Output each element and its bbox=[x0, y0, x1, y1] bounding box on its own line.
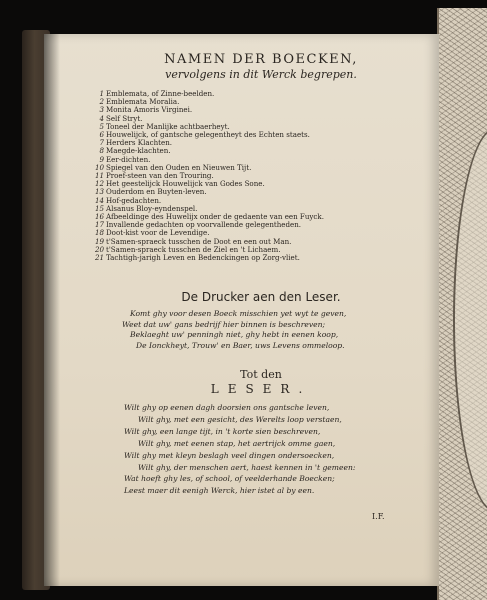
verse-line: Leest maer dit eenigh Werck, hier istet al by een. bbox=[124, 486, 315, 496]
verse-line: Weet dat uw' gans bedrijf hier binnen is beschreven; bbox=[122, 319, 326, 329]
section-title-drucker: De Drucker aen den Leser. bbox=[181, 290, 341, 304]
contents-item-number: 11 bbox=[94, 171, 104, 181]
contents-item-text: Het geestelijck Houwelijck van Godes Sone. bbox=[106, 179, 265, 189]
verse-line: Wilt ghy met kleyn beslagh veel dingen ondersoecken, bbox=[124, 450, 335, 460]
contents-item-text: Ouderdom en Buyten-leven. bbox=[106, 187, 207, 197]
page-subtitle: vervolgens in dit Werck begrepen. bbox=[165, 68, 357, 81]
contents-item-number: 10 bbox=[94, 162, 104, 172]
contents-item-number: 12 bbox=[94, 179, 104, 189]
facing-page-engraving bbox=[437, 8, 487, 600]
gutter-shadow bbox=[44, 34, 60, 586]
contents-item-text: Maegde-klachten. bbox=[106, 146, 171, 156]
section-title-leser: LESER. bbox=[210, 382, 312, 396]
contents-item-number: 9 bbox=[99, 154, 104, 164]
contents-item-text: Herders Klachten. bbox=[106, 138, 173, 148]
verse-line: Wilt ghy, met een gesicht, des Werelts loop verstaen, bbox=[138, 414, 342, 424]
contents-item-number: 14 bbox=[94, 195, 104, 205]
contents-item-number: 2 bbox=[99, 97, 104, 107]
contents-item-text: Doot-kist voor de Levendige. bbox=[106, 228, 210, 238]
contents-item-number: 20 bbox=[94, 244, 104, 254]
verse-line: Wat hoeft ghy les, of school, of veelderhande Boecken; bbox=[124, 474, 335, 484]
contents-item-text: Toneel der Manlijke achtbaerheyt. bbox=[106, 121, 230, 131]
contents-item-number: 7 bbox=[99, 138, 104, 148]
contents-item-text: Emblemata Moralia. bbox=[106, 97, 180, 107]
contents-item-number: 16 bbox=[94, 212, 104, 222]
contents-item-text: t'Samen-spraeck tusschen de Doot en een out Man. bbox=[106, 236, 292, 246]
contents-item-text: Self Stryt. bbox=[106, 113, 143, 123]
contents-item-number: 13 bbox=[94, 187, 104, 197]
verse-line: Wilt ghy, der menschen aert, haest kennen in 't gemeen: bbox=[138, 462, 356, 472]
contents-item-number: 21 bbox=[94, 253, 104, 263]
contents-item-number: 8 bbox=[99, 146, 104, 156]
section-title-tot-den: Tot den bbox=[240, 368, 282, 381]
verse-line: Komt ghy voor desen Boeck misschien yet wyt te geven, bbox=[130, 309, 347, 318]
contents-item-number: 19 bbox=[94, 236, 104, 246]
contents-item-text: Alsanus Bloy-eyndenspel. bbox=[106, 203, 198, 213]
contents-item-text: Monita Amoris Virginei. bbox=[106, 105, 193, 115]
contents-item-number: 5 bbox=[99, 121, 104, 131]
contents-item-number: 1 bbox=[99, 89, 104, 98]
verse-line: Wilt ghy, met eenen stap, het aertrijck omme gaen, bbox=[138, 438, 336, 448]
contents-item-number: 18 bbox=[94, 228, 104, 238]
contents-item-number: 4 bbox=[99, 113, 104, 123]
reader-verse bbox=[124, 402, 355, 497]
contents-item-number: 6 bbox=[99, 130, 104, 140]
signature: I.F. bbox=[372, 512, 385, 521]
printer-verse bbox=[122, 309, 347, 351]
contents-item-text: Invallende gedachten op voorvallende gelegentheden. bbox=[106, 220, 302, 230]
contents-item bbox=[94, 254, 324, 262]
contents-item-number: 15 bbox=[94, 203, 104, 213]
contents-list bbox=[94, 90, 324, 262]
contents-item-text: Eer-dichten. bbox=[106, 154, 151, 164]
contents-item-text: Afbeeldinge des Huwelijx onder de gedaente van een Fuyck. bbox=[106, 212, 324, 222]
contents-item-number: 3 bbox=[99, 105, 104, 115]
verse-line: Wilt ghy op eenen dagh doorsien ons gantsche leven, bbox=[124, 403, 330, 412]
contents-item-text: Emblemata, of Zinne-beelden. bbox=[106, 89, 215, 98]
contents-item-text: Houwelijck, of gantsche gelegentheyt des Echten staets. bbox=[106, 130, 310, 140]
contents-item-text: Hof-gedachten. bbox=[106, 195, 162, 205]
contents-item-text: t'Samen-spraeck tusschen de Ziel en 't Lichaem. bbox=[106, 244, 281, 254]
verse-line: Beklaeght uw' penningh niet, ghy hebt in eenen koop, bbox=[130, 330, 339, 340]
contents-item-text: Spiegel van den Ouden en Nieuwen Tijt. bbox=[106, 162, 252, 172]
page-title: NAMEN DER BOECKEN, bbox=[164, 52, 358, 67]
contents-item-text: Proef-steen van den Trouring. bbox=[106, 171, 214, 181]
contents-item-text: Tachtigh-jarigh Leven en Bedenckingen op Zorg-vliet. bbox=[106, 253, 300, 263]
verse-line: Wilt ghy, een lange tijt, in 't korte sien beschreven, bbox=[124, 426, 321, 436]
contents-item-number: 17 bbox=[94, 220, 104, 230]
verse-line: De Ionckheyt, Trouw' en Baer, uws Levens ommeloop. bbox=[136, 340, 345, 350]
